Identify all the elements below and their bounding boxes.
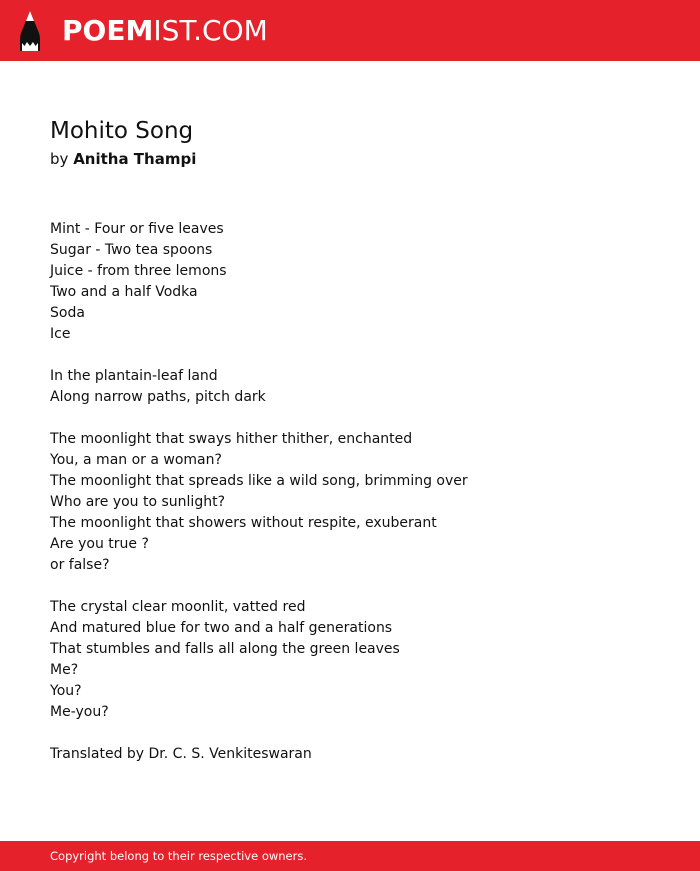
translator-credit: Translated by Dr. C. S. Venkiteswaran — [50, 746, 312, 762]
byline-prefix: by — [50, 150, 69, 168]
poem-line: You? — [50, 683, 82, 699]
poem-line: The moonlight that showers without respite, exuberant — [50, 515, 437, 531]
site-header — [0, 0, 700, 61]
poem-line: Who are you to sunlight? — [50, 494, 225, 510]
poem-line: Two and a half Vodka — [50, 284, 198, 300]
poem-line: Soda — [50, 305, 85, 321]
poem-line: Along narrow paths, pitch dark — [50, 389, 266, 405]
poem-line: Me-you? — [50, 704, 109, 720]
poem-author: Anitha Thampi — [73, 150, 197, 168]
poem-stanza — [50, 597, 468, 723]
logo-text-bold: POEM — [62, 14, 154, 47]
poem-stanza — [50, 366, 468, 408]
pen-nib-icon — [18, 10, 42, 52]
poem-line: Ice — [50, 326, 71, 342]
poem-line: Juice - from three lemons — [50, 263, 227, 279]
poem-byline — [50, 149, 196, 169]
poem-line: Are you true ? — [50, 536, 149, 552]
poem-line: Mint - Four or five leaves — [50, 221, 224, 237]
poem-translator-note — [50, 744, 468, 765]
site-footer — [0, 841, 700, 871]
poem-line: The moonlight that sways hither thither, enchanted — [50, 431, 413, 447]
poem-line: You, a man or a woman? — [50, 452, 222, 468]
copyright-notice: Copyright belong to their respective owners. — [50, 849, 308, 863]
poem-line: In the plantain-leaf land — [50, 368, 218, 384]
logo-text-light: IST.COM — [153, 14, 268, 47]
poem-title: Mohito Song — [50, 118, 194, 144]
poem-line: Sugar - Two tea spoons — [50, 242, 213, 258]
poem-line: The crystal clear moonlit, vatted red — [50, 599, 306, 615]
site-logo-text — [62, 9, 268, 53]
site-logo-link[interactable] — [18, 9, 268, 53]
poem-line: And matured blue for two and a half generations — [50, 620, 393, 636]
poem-body — [50, 219, 468, 786]
poem-line: or false? — [50, 557, 110, 573]
poem-stanza — [50, 219, 468, 345]
poem-line: The moonlight that spreads like a wild song, brimming over — [50, 473, 468, 489]
poem-stanza — [50, 429, 468, 576]
poem-line: That stumbles and falls all along the green leaves — [50, 641, 400, 657]
poem-line: Me? — [50, 662, 79, 678]
